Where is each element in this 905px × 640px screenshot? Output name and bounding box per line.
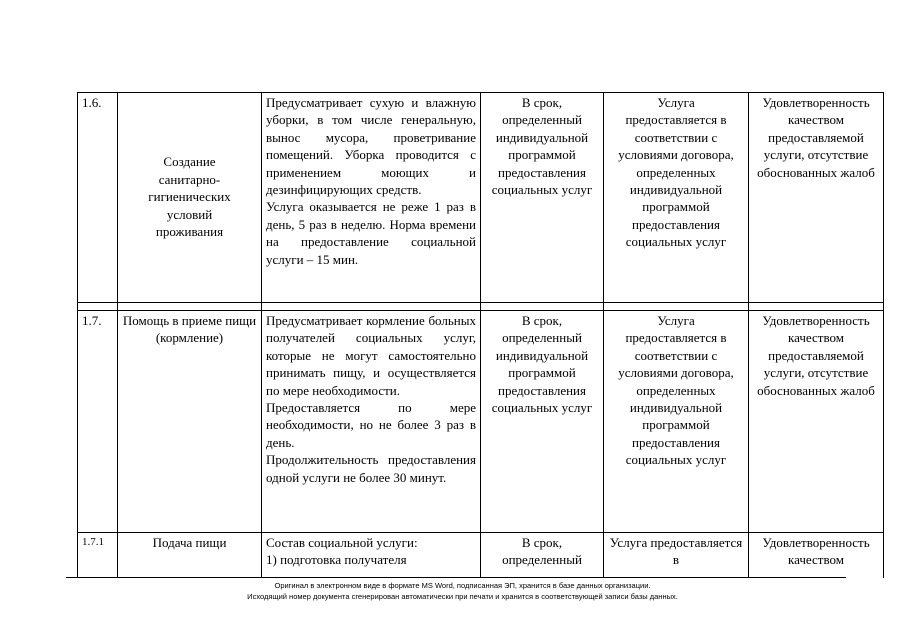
table-row (78, 533, 884, 579)
table-row (78, 93, 884, 303)
row-number: 1.6. (78, 93, 118, 303)
service-quality: Удовлетворенность качеством (749, 533, 884, 579)
description-paragraph: 1) подготовка получателя (266, 552, 407, 568)
service-description (262, 533, 481, 579)
description-paragraph: Предоставляется по мере необходимости, но не более 3 раз в день. (266, 400, 476, 450)
service-name: Помощь в приеме пищи (кормление) (118, 311, 262, 533)
service-conditions: Услуга предоставляется в (604, 533, 749, 579)
description-paragraph: Продолжительность предоставления одной услуги не более 30 минут. (266, 452, 476, 485)
service-conditions: Услуга предоставляется в соответствии с условиями договора, определенных индивидуальной программой предоставления социальных услуг (604, 93, 749, 303)
service-conditions: Услуга предоставляется в соответствии с условиями договора, определенных индивидуальной программой предоставления социальных услуг (604, 311, 749, 533)
row-number: 1.7.1 (78, 533, 118, 579)
service-name: Подача пищи (118, 533, 262, 579)
service-description (262, 93, 481, 303)
description-paragraph: Предусматривает кормление больных получателей социальных услуг, которые не могут самостоятельно принимать пищу, и осуществляется по мере необходимости. (266, 313, 476, 398)
row-separator (78, 303, 884, 311)
row-number: 1.7. (78, 311, 118, 533)
footer-divider (66, 577, 846, 578)
service-term: В срок, определенный индивидуальной программой предоставления социальных услуг (481, 311, 604, 533)
description-paragraph: Предусматривает сухую и влажную уборки, в том числе генеральную, вынос мусора, проветривание помещений. Уборка проводится с применением моющих и дезинфицирующих средств. (266, 95, 476, 198)
footer-note-original: Оригинал в электронном виде в формате MS Word, подписанная ЭП, хранится в базе данных организации. (274, 581, 651, 590)
service-description (262, 311, 481, 533)
table-row (78, 311, 884, 533)
description-paragraph: Услуга оказывается не реже 1 раз в день, 5 раз в неделю. Норма времени на предоставление социальной услуги – 15 мин. (266, 199, 476, 267)
services-table (77, 92, 884, 578)
service-term: В срок, определенный индивидуальной программой предоставления социальных услуг (481, 93, 604, 303)
service-term: В срок, определенный (481, 533, 604, 579)
description-paragraph: Состав социальной услуги: (266, 535, 418, 550)
service-quality: Удовлетворенность качеством предоставляемой услуги, отсутствие обоснованных жалоб (749, 93, 884, 303)
footer-note-number: Исходящий номер документа сгенерирован автоматически при печати и хранится в соответствующей записи базы данных. (247, 592, 678, 601)
service-name: Создание санитарно-гигиенических условий проживания (118, 93, 262, 303)
service-quality: Удовлетворенность качеством предоставляемой услуги, отсутствие обоснованных жалоб (749, 311, 884, 533)
